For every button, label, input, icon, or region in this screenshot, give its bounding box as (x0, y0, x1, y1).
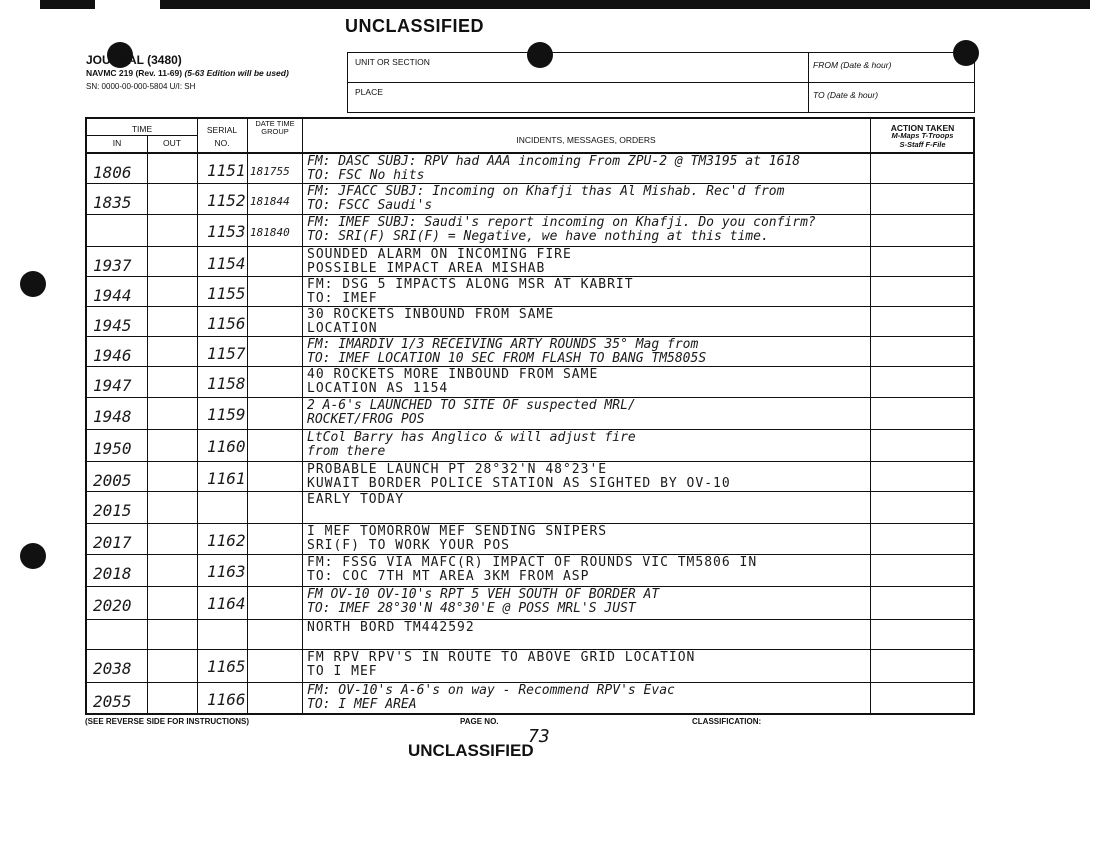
entry-text-line1: FM: FSSG VIA MAFC(R) IMPACT OF ROUNDS VIC TM5806 IN (307, 555, 758, 570)
entry-time: 1947 (93, 376, 132, 395)
footer-page-label: PAGE NO. (460, 717, 499, 726)
entry-text-line1: SOUNDED ALARM ON INCOMING FIRE (307, 247, 572, 262)
entry-serial: 1152 (207, 191, 246, 210)
col-divider (870, 119, 871, 713)
entry-text-line2: TO: I MEF AREA (307, 697, 417, 712)
entry-serial: 1162 (207, 531, 246, 550)
entry-text-line1: PROBABLE LAUNCH PT 28°32'N 48°23'E (307, 462, 608, 477)
entry-serial: 1165 (207, 657, 246, 676)
scan-bar-top (160, 0, 1090, 9)
entry-text-line2: TO: FSC No hits (307, 168, 425, 183)
entry-text-line1: NORTH BORD TM442592 (307, 620, 475, 635)
entry-text-line2: TO: IMEF (307, 291, 378, 306)
entry-text-line2: POSSIBLE IMPACT AREA MISHAB (307, 261, 546, 276)
form-number-text: NAVMC 219 (Rev. 11-69) (86, 68, 183, 78)
scan-bar-left (40, 0, 95, 9)
entry-text-line1: FM: DSG 5 IMPACTS ALONG MSR AT KABRIT (307, 277, 634, 292)
entry-text-line1: I MEF TOMORROW MEF SENDING SNIPERS (307, 524, 608, 539)
from-date-label (813, 60, 891, 70)
entry-serial: 1164 (207, 594, 246, 613)
footer-instructions: (SEE REVERSE SIDE FOR INSTRUCTIONS) (85, 717, 250, 726)
col-incidents-header: INCIDENTS, MESSAGES, ORDERS (516, 135, 656, 145)
entry-time: 2038 (93, 659, 132, 678)
unit-section-label: UNIT OR SECTION (355, 57, 430, 67)
entry-text-line2: SRI(F) TO WORK YOUR POS (307, 538, 511, 553)
entry-text-line2: TO: IMEF 28°30'N 48°30'E @ POSS MRL'S JUST (307, 601, 636, 616)
col-out-header: OUT (163, 138, 181, 148)
entry-time: 2017 (93, 533, 132, 552)
form-stock-number: SN: 0000-00-000-5804 U/I: SH (86, 82, 196, 91)
entry-text-line1: FM: IMARDIV 1/3 RECEIVING ARTY ROUNDS 35° Mag from (307, 337, 699, 352)
entry-time: 2055 (93, 692, 132, 711)
form-edition-note: (5-63 Edition will be used) (184, 68, 289, 78)
entry-time: 1806 (93, 163, 132, 182)
col-in-header: IN (112, 138, 122, 148)
from-date-text: FROM (Date & hour) (813, 60, 892, 70)
col-action-header: ACTION TAKEN (890, 123, 955, 133)
entry-serial: 1151 (207, 161, 246, 180)
entry-time: 1950 (93, 439, 132, 458)
entry-text-line2: LOCATION AS 1154 (307, 381, 449, 396)
entry-time: 2015 (93, 501, 132, 520)
entry-dtg: 181755 (250, 165, 290, 178)
journal-table (85, 117, 975, 715)
time-subdivider (87, 135, 197, 136)
entry-time: 2020 (93, 596, 132, 615)
entry-serial: 1161 (207, 469, 246, 488)
page-number: 73 (528, 726, 550, 747)
entry-text-line1: 2 A-6's LAUNCHED TO SITE OF suspected MRL/ (307, 398, 636, 413)
entry-time: 1948 (93, 407, 132, 426)
col-time-header: TIME (131, 124, 153, 134)
col-serial-no-header: NO. (214, 138, 230, 148)
place-label: PLACE (355, 87, 383, 97)
entry-text-line1: EARLY TODAY (307, 492, 405, 507)
form-number (86, 68, 289, 78)
entry-text-line2: TO: SRI(F) SRI(F) = Negative, we have nothing at this time. (307, 229, 769, 244)
entry-text-line1: LtCol Barry has Anglico & will adjust fire (307, 430, 636, 445)
row-rule (87, 619, 973, 620)
entry-serial: 1153 (207, 222, 246, 241)
entry-time: 2005 (93, 471, 132, 490)
entry-text-line2: TO: IMEF LOCATION 10 SEC FROM FLASH TO BANG TM5805S (307, 351, 707, 366)
entry-serial: 1166 (207, 690, 246, 709)
to-date-text: TO (Date & hour) (813, 90, 879, 100)
classification-top: UNCLASSIFIED (345, 16, 485, 36)
col-dtg-header: DATE TIME GROUP (255, 119, 295, 136)
entry-dtg: 181844 (250, 195, 290, 208)
footer-classification-label: CLASSIFICATION: (692, 717, 762, 726)
entry-text-line1: 40 ROCKETS MORE INBOUND FROM SAME (307, 367, 599, 382)
entry-text-line2: TO: FSCC Saudi's (307, 198, 433, 213)
entry-serial: 1159 (207, 405, 246, 424)
col-divider (197, 119, 198, 713)
entry-serial: 1160 (207, 437, 246, 456)
form-title: JOURNAL (3480) (86, 53, 182, 67)
entry-time: 1835 (93, 193, 132, 212)
col-divider (302, 119, 303, 713)
entry-serial: 1163 (207, 562, 246, 581)
entry-serial: 1158 (207, 374, 246, 393)
entry-text-line1: FM RPV RPV'S IN ROUTE TO ABOVE GRID LOCATION (307, 650, 696, 665)
col-divider (247, 119, 248, 713)
col-divider (147, 135, 148, 713)
entry-dtg: 181840 (250, 226, 290, 239)
entry-serial: 1155 (207, 284, 246, 303)
entry-time: 1937 (93, 256, 132, 275)
entry-text-line2: KUWAIT BORDER POLICE STATION AS SIGHTED BY OV-10 (307, 476, 731, 491)
entry-text-line1: FM: DASC SUBJ: RPV had AAA incoming From ZPU-2 @ TM3195 at 1618 (307, 154, 801, 169)
col-action-codes-2: S-Staff F-File (899, 140, 946, 149)
entry-text-line1: FM OV-10 OV-10's RPT 5 VEH SOUTH OF BORDER AT (307, 587, 660, 602)
entry-serial: 1156 (207, 314, 246, 333)
entry-time: 2018 (93, 564, 132, 583)
entry-time: 1946 (93, 346, 132, 365)
header-divider (347, 82, 975, 83)
classification-bottom: UNCLASSIFIED (408, 741, 534, 760)
to-date-label (813, 90, 878, 100)
header-divider (808, 52, 809, 113)
entry-text-line1: 30 ROCKETS INBOUND FROM SAME (307, 307, 555, 322)
entry-text-line2: ROCKET/FROG POS (307, 412, 425, 427)
entry-time: 1944 (93, 286, 132, 305)
entry-text-line2: TO I MEF (307, 664, 378, 679)
entry-text-line1: FM: IMEF SUBJ: Saudi's report incoming on Khafji. Do you confirm? (307, 215, 816, 230)
punch-hole (20, 271, 46, 297)
row-rule (87, 491, 973, 492)
entry-text-line2: TO: COC 7TH MT AREA 3KM FROM ASP (307, 569, 590, 584)
entry-text-line1: FM: JFACC SUBJ: Incoming on Khafji thas Al Mishab. Rec'd from (307, 184, 785, 199)
entry-serial: 1154 (207, 254, 246, 273)
col-serial-header: SERIAL (206, 125, 238, 135)
entry-text-line1: FM: OV-10's A-6's on way - Recommend RPV's Evac (307, 683, 675, 698)
entry-text-line2: from there (307, 444, 386, 459)
entry-text-line2: LOCATION (307, 321, 378, 336)
entry-serial: 1157 (207, 344, 246, 363)
entry-time: 1945 (93, 316, 132, 335)
punch-hole (20, 543, 46, 569)
col-action-codes-1: M-Maps T-Troops (891, 131, 954, 140)
